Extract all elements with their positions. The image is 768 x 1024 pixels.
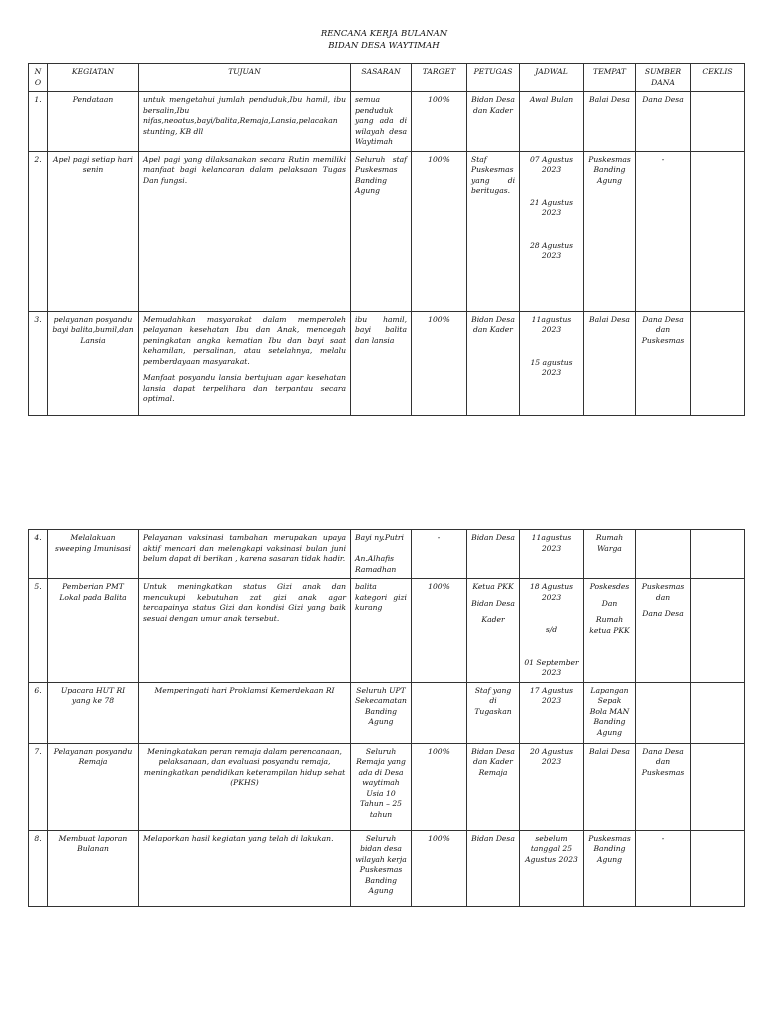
row-jadwal-line: 28 Agustus 2023: [529, 240, 574, 260]
row-tujuan: [139, 579, 351, 683]
row-tempat: [584, 530, 636, 579]
document-title: RENCANA KERJA BULANAN: [320, 29, 448, 39]
row-ceklis: [691, 682, 745, 743]
row-jadwal: [520, 151, 584, 311]
row-jadwal: [520, 92, 584, 152]
row-tempat: [584, 830, 636, 906]
row-petugas: [467, 311, 520, 415]
row-sasaran: Bayi ny.Putri An.Alhafis Ramadhan: [351, 530, 412, 579]
row-petugas: [467, 682, 520, 743]
header-kegiatan: KEGIATAN: [48, 64, 139, 92]
row-kegiatan: Pendataan: [48, 92, 139, 152]
row-petugas-line: Bidan Desa: [471, 833, 515, 843]
row-jadwal: [520, 743, 584, 830]
row-sasaran: semua penduduk yang ada di wilayah desa Waytimah: [351, 92, 412, 152]
row-tujuan-paragraph: Meningkatakan peran remaja dalam perencanaan, pelaksanaan, dan evaluasi posyandu remaja, meningkatkan pendidikan keterampilan hidup sehat (PKHS): [143, 746, 346, 787]
row-petugas: [467, 92, 520, 152]
work-plan-table-part-2: [28, 529, 745, 907]
row-tujuan-paragraph: Pelayanan vaksinasi tambahan merupakan upaya aktif mencari dan melengkapi vaksinasi bulan juni belum dapat di berikan , karena sasaran tidak hadir.: [143, 533, 346, 563]
row-sumber-dana: [636, 830, 691, 906]
row-target: -: [412, 530, 467, 579]
row-petugas-line: Kader: [481, 615, 505, 624]
row-tujuan: [139, 830, 351, 906]
row-jadwal-line: 07 Agustus 2023: [529, 154, 574, 174]
row-petugas-line: Staf Puskesmas yang di beritugas.: [471, 154, 515, 195]
row-jadwal-line: 18 Agustus 2023: [529, 582, 574, 602]
row-sumber-dana-line: Dana Desa: [642, 609, 684, 618]
row-petugas-line: Ketua PKK: [472, 582, 514, 591]
row-tempat-line: Balai Desa: [589, 314, 630, 324]
row-petugas-line: Bidan Desa dan Kader: [471, 314, 515, 334]
row-tujuan-paragraph: Manfaat posyandu lansia bertujuan agar kesehatan lansia dapat terpelihara dan terpantau secara optimal.: [143, 373, 346, 403]
row-jadwal-line: 11agustus 2023: [531, 314, 572, 334]
row-tujuan: [139, 743, 351, 830]
header-tujuan: TUJUAN: [139, 64, 351, 92]
row-petugas: [467, 530, 520, 579]
row-sasaran: balita kategori gizi kurang: [351, 579, 412, 683]
row-no: 3.: [29, 311, 48, 415]
row-jadwal: [520, 830, 584, 906]
table-row: [29, 311, 745, 415]
row-kegiatan: Upacara HUT RI yang ke 78: [48, 682, 139, 743]
row-petugas: [467, 151, 520, 311]
row-sumber-dana: [636, 682, 691, 743]
row-tujuan: [139, 682, 351, 743]
row-jadwal: [520, 530, 584, 579]
row-kegiatan: Pemberian PMT Lokal pada Balita: [48, 579, 139, 683]
row-petugas-line: Bidan Desa dan Kader Remaja: [471, 746, 515, 777]
row-ceklis: [691, 311, 745, 415]
row-sasaran: Seluruh UPT Sekecamatan Banding Agung: [351, 682, 412, 743]
row-target: 100%: [412, 830, 467, 906]
row-jadwal: [520, 682, 584, 743]
row-tujuan-paragraph: untuk mengetahui jumlah penduduk,Ibu hamil, ibu bersalin,Ibu nifas,neoatus,bayi/balita,Remaja,Lansia,pelacakan stunting, KB dll: [143, 95, 346, 136]
row-no: 6.: [29, 682, 48, 743]
row-no: 4.: [29, 530, 48, 579]
table-row: [29, 682, 745, 743]
row-target: 100%: [412, 743, 467, 830]
row-petugas: [467, 579, 520, 683]
header-petugas: PETUGAS: [467, 64, 520, 92]
row-ceklis: [691, 579, 745, 683]
row-ceklis: [691, 151, 745, 311]
row-kegiatan: Pelayanan posyandu Remaja: [48, 743, 139, 830]
row-sumber-dana-line: -: [661, 833, 665, 843]
row-kegiatan: Melalakuan sweeping Imunisasi: [48, 530, 139, 579]
row-tempat-line: Rumah Warga: [595, 533, 624, 553]
row-tujuan-paragraph: Untuk meningkatkan status Gizi anak dan mencukupi kebutuhan zat gizi anak agar tercapainya status Gizi dan kondisi Gizi yang baik sesuai dengan umur anak tersebut.: [143, 582, 346, 623]
row-ceklis: [691, 92, 745, 152]
row-tempat-line: Balai Desa: [589, 95, 630, 104]
row-sumber-dana-line: Dana Desa dan Puskesmas: [641, 746, 685, 777]
row-petugas-line: Bidan Desa dan Kader: [471, 95, 515, 115]
header-target: TARGET: [412, 64, 467, 92]
row-sumber-dana-line: -: [661, 154, 665, 164]
row-tujuan: [139, 311, 351, 415]
row-ceklis: [691, 530, 745, 579]
row-target: 100%: [412, 92, 467, 152]
row-tujuan-paragraph: Memperingati hari Proklamsi Kemerdekaan RI: [154, 685, 335, 695]
row-petugas-line: Bidan Desa: [471, 533, 515, 542]
row-target: [412, 682, 467, 743]
row-sumber-dana: [636, 743, 691, 830]
row-sumber-dana-line: Dana Desa: [642, 95, 684, 104]
row-sumber-dana: [636, 92, 691, 152]
row-tempat: [584, 92, 636, 152]
row-no: 2.: [29, 151, 48, 311]
header-tempat: TEMPAT: [584, 64, 636, 92]
row-sumber-dana: [636, 311, 691, 415]
header-ceklis: CEKLIS: [691, 64, 745, 92]
row-tempat: [584, 151, 636, 311]
row-tujuan-paragraph: Apel pagi yang dilaksanakan secara Rutin memiliki manfaat bagi kelancaran dalam pelaksaan Tugas Dan fungsi.: [143, 154, 346, 185]
row-target: 100%: [412, 311, 467, 415]
row-no: 1.: [29, 92, 48, 152]
header-jadwal: JADWAL: [520, 64, 584, 92]
row-ceklis: [691, 743, 745, 830]
row-kegiatan: pelayanan posyandu bayi balita,bumil,dan Lansia: [48, 311, 139, 415]
row-no: 5.: [29, 579, 48, 683]
header-sasaran: SASARAN: [351, 64, 412, 92]
row-tujuan: [139, 151, 351, 311]
row-petugas: [467, 830, 520, 906]
row-tujuan-paragraph: Melaporkan hasil kegiatan yang telah di lakukan.: [143, 833, 334, 843]
table-row: [29, 579, 745, 683]
row-ceklis: [691, 830, 745, 906]
row-sumber-dana: [636, 530, 691, 579]
row-target: 100%: [412, 579, 467, 683]
work-plan-table-part-1: [28, 63, 745, 416]
row-target: 100%: [412, 151, 467, 311]
row-tempat: [584, 311, 636, 415]
row-tempat: [584, 743, 636, 830]
row-tujuan-paragraph: Memudahkan masyarakat dalam memperoleh pelayanan kesehatan Ibu dan Anak, mencegah peningkatan angka kematian Ibu dan bayi saat kehamilan, persalinan, atau setelahnya, melalu pemberdayaan masyarakat.: [143, 314, 346, 366]
document-subtitle: BIDAN DESA WAYTIMAH: [328, 41, 440, 51]
row-jadwal-line: Awal Bulan: [529, 95, 574, 104]
row-tujuan: [139, 92, 351, 152]
row-tempat-line: Dan: [601, 598, 618, 608]
row-kegiatan: Membuat laporan Bulanan: [48, 830, 139, 906]
row-tempat-line: Poskesdes: [589, 582, 630, 591]
table-row: [29, 530, 745, 579]
row-no: 8.: [29, 830, 48, 906]
row-tempat-line: Rumah ketua PKK: [589, 615, 630, 635]
row-petugas: [467, 743, 520, 830]
row-jadwal-line: sebelum tanggal 25 Agustus 2023: [525, 833, 578, 864]
row-jadwal: [520, 311, 584, 415]
row-petugas-line: Staf yang di Tugaskan: [474, 685, 512, 716]
table-row: [29, 743, 745, 830]
row-sasaran: Seluruh staf Puskesmas Banding Agung: [351, 151, 412, 311]
table-body-part-1: [29, 92, 745, 416]
table-row: [29, 151, 745, 311]
row-jadwal-line: 21 Agustus 2023: [529, 197, 574, 217]
row-tempat: [584, 579, 636, 683]
row-jadwal-line: 11agustus 2023: [531, 533, 572, 553]
row-petugas-line: Bidan Desa: [471, 598, 515, 608]
row-sasaran: Seluruh bidan desa wilayah kerja Puskesmas Banding Agung: [351, 830, 412, 906]
row-jadwal-line: 01 September 2023: [524, 657, 579, 677]
row-jadwal: [520, 579, 584, 683]
table-header-row: [29, 64, 745, 92]
row-sasaran: ibu hamil, bayi balita dan lansia: [351, 311, 412, 415]
row-tempat-line: Puskesmas Banding Agung: [588, 833, 631, 864]
row-jadwal-line: 17 Agustus 2023: [529, 685, 574, 705]
table-row: [29, 830, 745, 906]
row-sumber-dana-line: Dana Desa dan Puskesmas: [641, 314, 685, 345]
row-sumber-dana: [636, 579, 691, 683]
row-sumber-dana-line: Puskesmas dan: [641, 582, 685, 602]
row-jadwal-line: s/d: [545, 625, 558, 634]
row-tempat-line: Balai Desa: [589, 746, 630, 756]
row-sumber-dana: [636, 151, 691, 311]
row-tujuan: [139, 530, 351, 579]
row-tempat-line: Lapangan Sepak Bola MAN Banding Agung: [589, 685, 630, 737]
header-no: NO: [29, 64, 48, 92]
table-row: [29, 92, 745, 152]
table-body-part-2: [29, 530, 745, 907]
row-jadwal-line: 20 Agustus 2023: [529, 746, 574, 766]
header-sumber-dana: SUMBER DANA: [636, 64, 691, 92]
row-tempat: [584, 682, 636, 743]
row-jadwal-line: 15 agustus 2023: [530, 357, 573, 377]
row-kegiatan: Apel pagi setiap hari senin: [48, 151, 139, 311]
row-tempat-line: Puskesmas Banding Agung: [588, 154, 631, 185]
row-no: 7.: [29, 743, 48, 830]
row-sasaran: Seluruh Remaja yang ada di Desa waytimah Usia 10 Tahun – 25 tahun: [351, 743, 412, 830]
